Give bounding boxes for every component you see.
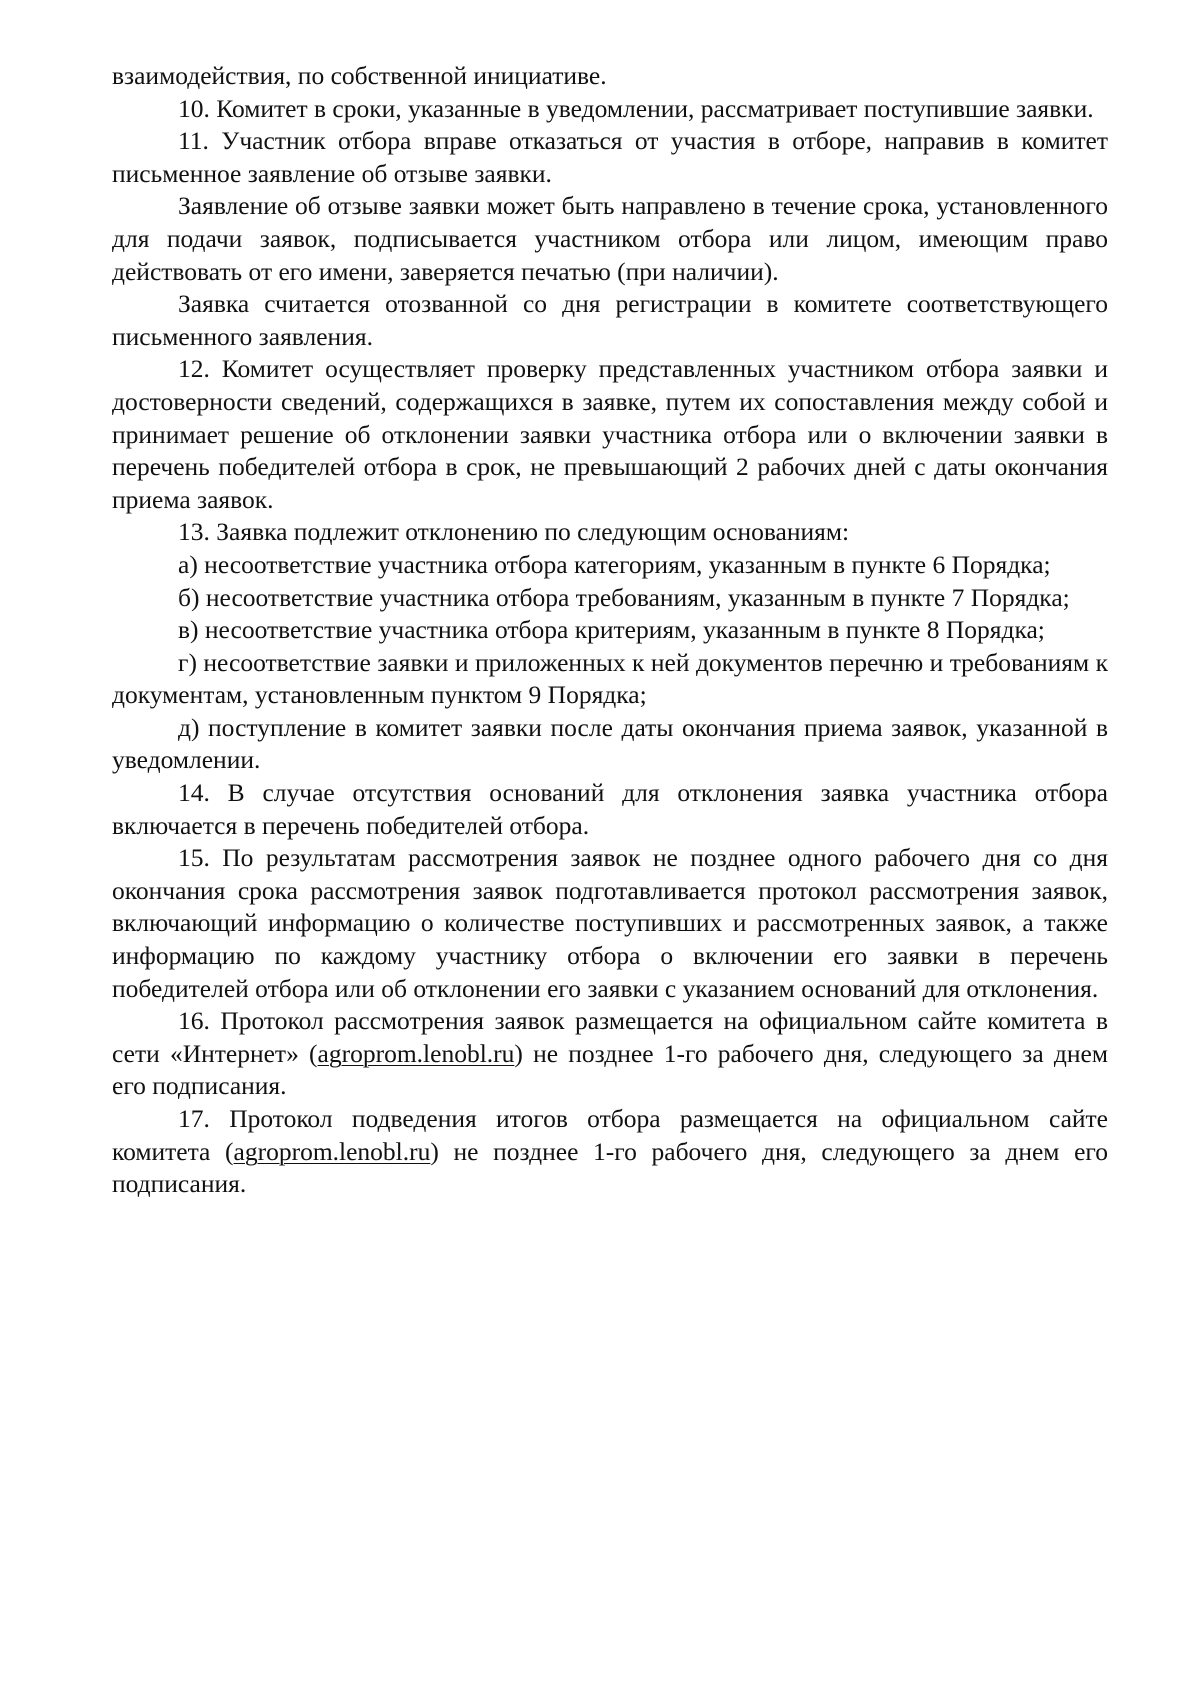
paragraph-13-item-d: д) поступление в комитет заявки после даты окончания приема заявок, указанной в уведомлении. [112, 712, 1108, 775]
paragraph-13-item-g: г) несоответствие заявки и приложенных к ней документов перечню и требованиям к документам, установленным пунктом 9 Порядка; [112, 647, 1108, 710]
paragraph-13-item-v: в) несоответствие участника отбора критериям, указанным в пункте 8 Порядка; [178, 615, 1045, 645]
paragraph-16 [112, 1005, 1108, 1103]
paragraph-13: 13. Заявка подлежит отклонению по следующим основаниям: [178, 517, 850, 547]
paragraph-11: 11. Участник отбора вправе отказаться от участия в отборе, направив в комитет письменное заявление об отзыве заявки. [112, 126, 1108, 188]
paragraph-17-text-before: 17. Протокол подведения итогов отбора размещается на официальном сайте комитета ( [112, 1104, 1108, 1166]
paragraph-17-site-link[interactable]: agroprom.lenobl.ru [233, 1136, 431, 1166]
paragraph-14: 14. В случае отсутствия оснований для отклонения заявка участника отбора включается в перечень победителей отбора. [112, 778, 1108, 840]
paragraph-13-item-a: а) несоответствие участника отбора категориям, указанным в пункте 6 Порядка; [178, 549, 1051, 579]
paragraph-continuation: взаимодействия, по собственной инициативе. [112, 61, 607, 90]
paragraph-15: 15. По результатам рассмотрения заявок не позднее одного рабочего дня со дня окончания срока рассмотрения заявок подготавливается протокол рассмотрения заявок, включающий информацию о количестве поступивших и рассмотренных заявок, а также информацию по каждому участнику отбора о включении его заявки в перечень победителей отбора или об отклонении его заявки с указанием оснований для отклонения. [112, 843, 1108, 1003]
paragraph-17 [112, 1103, 1108, 1201]
paragraph-11-withdrawal-date: Заявка считается отозванной со дня регистрации в комитете соответствующего письменного заявления. [112, 289, 1108, 351]
paragraph-13-item-b: б) несоответствие участника отбора требованиям, указанным в пункте 7 Порядка; [178, 582, 1070, 612]
paragraph-11-withdrawal-statement: Заявление об отзыве заявки может быть направлено в течение срока, установленного для подачи заявок, подписывается участником отбора или лицом, имеющим право действовать от его имени, заверяется печатью (при наличии). [112, 191, 1108, 286]
paragraph-10: 10. Комитет в сроки, указанные в уведомлении, рассматривает поступившие заявки. [178, 93, 1094, 123]
paragraph-12: 12. Комитет осуществляет проверку представленных участником отбора заявки и достоверности сведений, содержащихся в заявке, путем их сопоставления между собой и принимает решение об отклонении заявки участника отбора или о включении заявки в перечень победителей отбора в срок, не превышающий 2 рабочих дней с даты окончания приема заявок. [112, 354, 1108, 514]
paragraph-16-site-link[interactable]: agroprom.lenobl.ru [317, 1038, 515, 1068]
document-body [112, 60, 1108, 1201]
paragraph-17-text-after: ) не позднее 1-го рабочего дня, следующего за днем его подписания. [112, 1136, 1108, 1199]
paragraph-16-text-after: ) не позднее 1-го рабочего дня, следующего за днем его подписания. [112, 1038, 1108, 1101]
paragraph-16-text-before: 16. Протокол рассмотрения заявок размещается на официальном сайте комитета в сети «Интернет» ( [112, 1006, 1108, 1068]
